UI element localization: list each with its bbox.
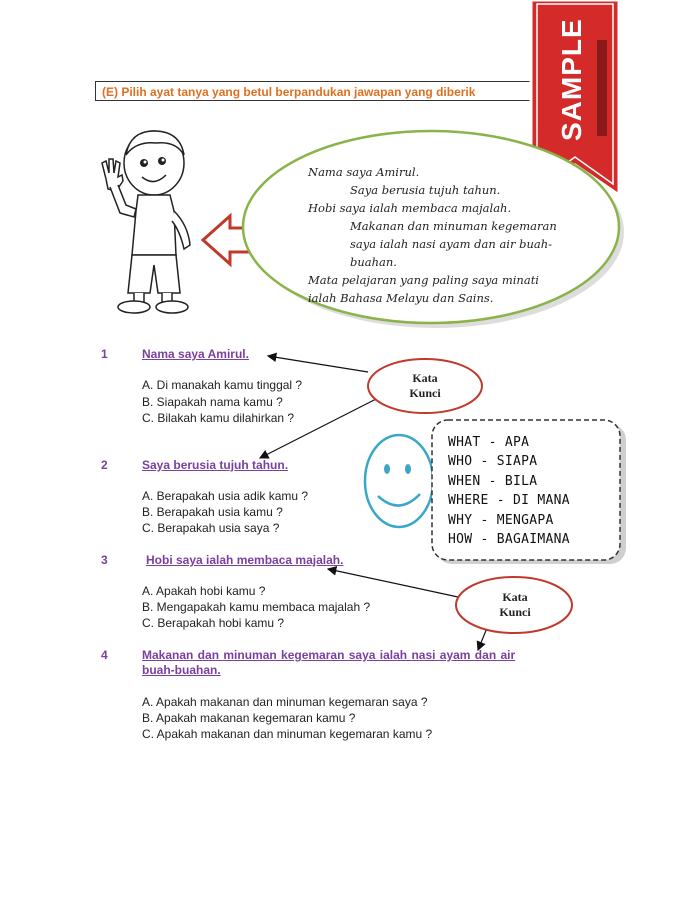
- question-statement-line2: buah-buahan.: [142, 663, 221, 677]
- keyword-line: Kata: [412, 371, 438, 385]
- question-statement: Saya berusia tujuh tahun.: [142, 458, 289, 472]
- question-number: 2: [101, 458, 108, 472]
- question-option[interactable]: C. Berapakah usia saya ?: [142, 521, 280, 535]
- question-option[interactable]: C. Apakah makanan dan minuman kegemaran kamu ?: [142, 727, 433, 741]
- question-number: 4: [101, 648, 108, 662]
- instruction-heading: (E) Pilih ayat tanya yang betul berpandukan jawapan yang diberik: [95, 81, 536, 101]
- question-option[interactable]: B. Berapakah usia kamu ?: [142, 505, 283, 519]
- question-word: WHAT - APA: [448, 435, 530, 450]
- bubble-line: ialah Bahasa Melayu dan Sains.: [308, 291, 494, 305]
- bubble-line: Saya berusia tujuh tahun.: [350, 183, 501, 197]
- question-option[interactable]: B. Mengapakah kamu membaca majalah ?: [142, 600, 371, 614]
- question-words-list: [448, 433, 623, 549]
- question-option[interactable]: C. Berapakah hobi kamu ?: [142, 616, 285, 630]
- question-option[interactable]: A. Di manakah kamu tinggal ?: [142, 378, 303, 392]
- question-option[interactable]: B. Apakah makanan kegemaran kamu ?: [142, 711, 356, 725]
- bubble-line: buahan.: [350, 255, 397, 269]
- bubble-line: Hobi saya ialah membaca majalah.: [308, 201, 512, 215]
- sample-watermark-text: SAMPLE: [556, 18, 587, 141]
- bubble-line: Makanan dan minuman kegemaran: [350, 219, 557, 233]
- smiley-icon: [362, 432, 436, 530]
- keyword-line: Kunci: [499, 605, 531, 619]
- question-option[interactable]: A. Apakah makanan dan minuman kegemaran saya ?: [142, 695, 428, 709]
- question-word: WHERE - DI MANA: [448, 493, 570, 509]
- question-statement: Nama saya Amirul.: [142, 347, 249, 361]
- question-word: WHY - MENGAPA: [448, 512, 554, 528]
- question-word: WHO - SIAPA: [448, 454, 538, 470]
- bubble-line: saya ialah nasi ayam dan air buah-: [350, 237, 553, 251]
- keyword-line: Kunci: [409, 386, 441, 400]
- question-word: WHEN - BILA: [448, 473, 538, 489]
- keyword-label-2: [484, 590, 546, 620]
- keyword-label-1: [394, 371, 456, 401]
- question-number: 1: [101, 347, 108, 361]
- bubble-line: Mata pelajaran yang paling saya minati: [308, 273, 539, 287]
- question-option[interactable]: C. Bilakah kamu dilahirkan ?: [142, 411, 295, 425]
- bubble-line: Nama saya Amirul.: [308, 165, 420, 179]
- question-statement-line1: Makanan dan minuman kegemaran saya ialah nasi ayam dan air: [142, 648, 516, 662]
- question-number: 3: [101, 553, 108, 567]
- question-word: HOW - BAGAIMANA: [448, 532, 570, 548]
- question-option[interactable]: B. Siapakah nama kamu ?: [142, 395, 283, 409]
- question-statement: Hobi saya ialah membaca majalah.: [146, 553, 344, 567]
- question-option[interactable]: A. Apakah hobi kamu ?: [142, 584, 266, 598]
- question-option[interactable]: A. Berapakah usia adik kamu ?: [142, 489, 309, 503]
- keyword-line: Kata: [502, 590, 528, 604]
